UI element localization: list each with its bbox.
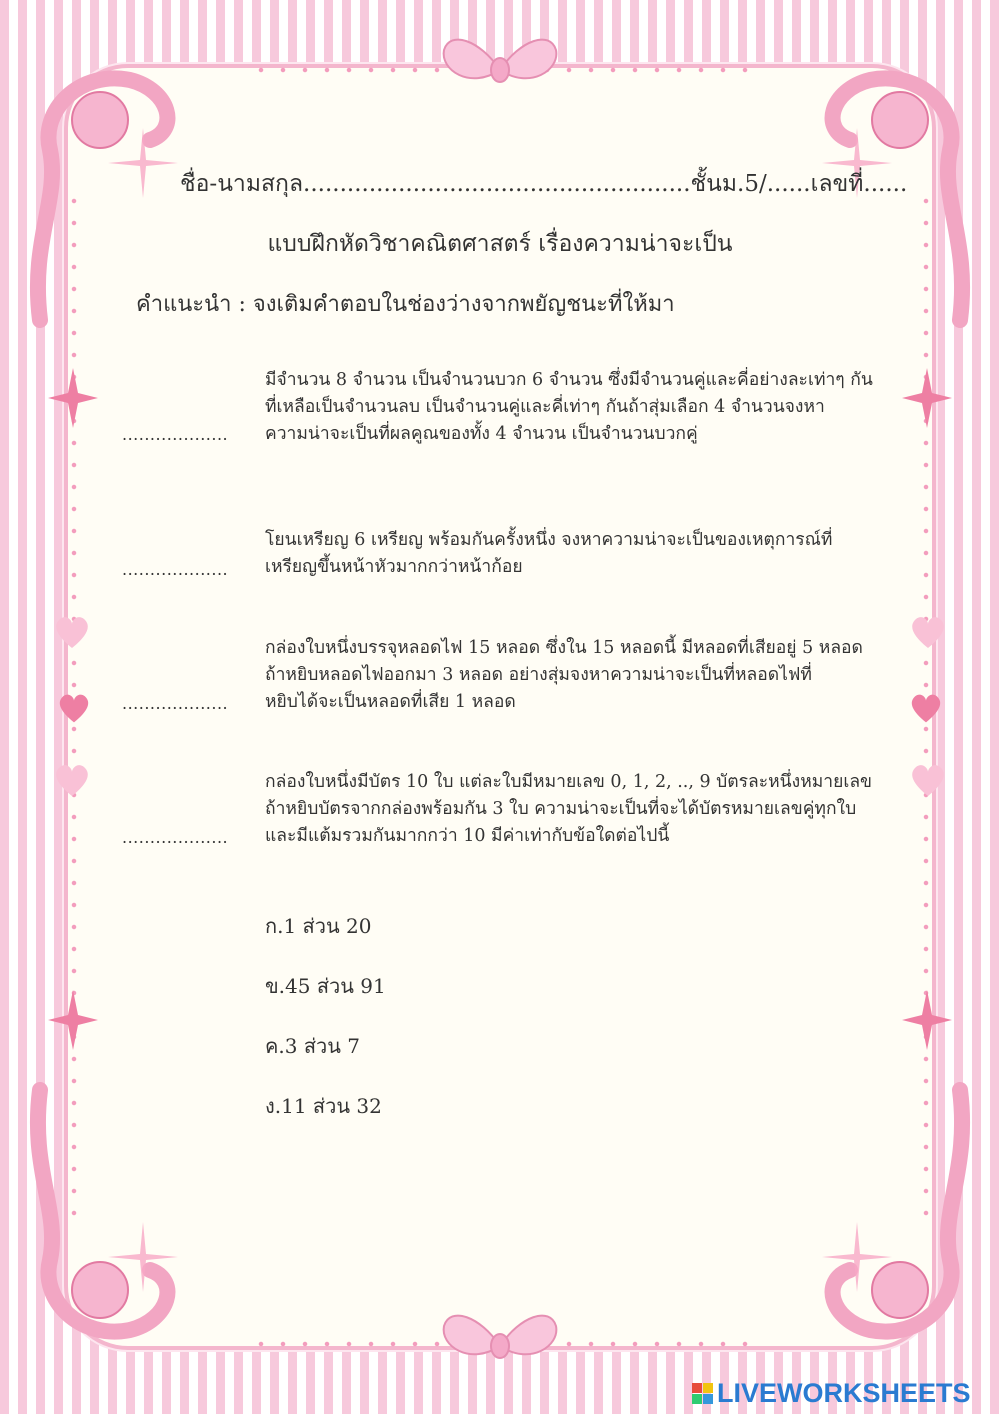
option-b: ข.45 ส่วน 91 [265, 974, 386, 998]
bottom-left-star-icon [108, 1222, 178, 1292]
left-heart-lower-icon [52, 760, 92, 800]
question-line: ความน่าจะเป็นที่ผลคูณของทั้ง 4 จำนวน เป็นจำนวนบวกคู่ [265, 424, 698, 444]
brand-text: LIVEWORKSHEETS [717, 1378, 971, 1408]
worksheet-title: แบบฝึกหัดวิชาคณิตศาสตร์ เรื่องความน่าจะเป็น [267, 231, 733, 257]
liveworksheets-logo [692, 1378, 971, 1409]
left-sparkle-lower-icon [48, 990, 98, 1050]
instruction-text: คำแนะนำ : จงเติมคำตอบในช่องว่างจากพยัญชนะที่ให้มา [136, 292, 675, 317]
question-line: กล่องใบหนึ่งบรรจุหลอดไฟ 15 หลอด ซึ่งใน 15 หลอดนี้ มีหลอดที่เสียอยู่ 5 หลอด [265, 638, 863, 658]
top-bow-icon [440, 30, 560, 110]
bottom-bow-icon [440, 1306, 560, 1386]
question-1 [265, 367, 895, 448]
right-heart-dark-icon [908, 690, 944, 726]
right-heart-lower-icon [908, 760, 948, 800]
question-line: ที่เหลือเป็นจำนวนลบ เป็นจำนวนคู่และคี่เท่าๆ กันถ้าสุ่มเลือก 4 จำนวนจงหา [265, 397, 825, 417]
right-sparkle-icon [902, 368, 952, 428]
answer-blank-2[interactable]: ................... [122, 560, 229, 579]
question-3 [265, 635, 895, 716]
right-sparkle-lower-icon [902, 990, 952, 1050]
question-line: โยนเหรียญ 6 เหรียญ พร้อมกันครั้งหนึ่ง จงหาความน่าจะเป็นของเหตุการณ์ที่ [265, 530, 833, 550]
question-line: หยิบได้จะเป็นหลอดที่เสีย 1 หลอด [265, 692, 516, 712]
question-line: ถ้าหยิบหลอดไฟออกมา 3 หลอด อย่างสุ่มจงหาความน่าจะเป็นที่หลอดไฟที่ [265, 665, 812, 685]
right-heart-icon [908, 612, 948, 652]
bottom-right-star-icon [822, 1222, 892, 1292]
option-c: ค.3 ส่วน 7 [265, 1034, 361, 1058]
left-heart-dark-icon [56, 690, 92, 726]
question-4 [265, 769, 895, 850]
question-line: กล่องใบหนึ่งมีบัตร 10 ใบ แต่ละใบมีหมายเลข 0, 1, 2, .., 9 บัตรละหนึ่งหมายเลข [265, 772, 873, 792]
answer-blank-4[interactable]: ................... [122, 828, 229, 847]
left-heart-icon [52, 612, 92, 652]
student-info-line: ชื่อ-นามสกุล.....................................................ชั้นม.5/......เลขที่...... [180, 171, 908, 197]
question-line: เหรียญขึ้นหน้าหัวมากกว่าหน้าก้อย [265, 557, 523, 577]
brand-logo-icon [692, 1383, 713, 1404]
top-left-star-icon [108, 128, 178, 198]
option-d: ง.11 ส่วน 32 [265, 1094, 382, 1118]
question-2 [265, 527, 895, 581]
answer-blank-3[interactable]: ................... [122, 694, 229, 713]
question-line: ถ้าหยิบบัตรจากกล่องพร้อมกัน 3 ใบ ความน่าจะเป็นที่จะได้บัตรหมายเลขคู่ทุกใบ [265, 799, 857, 819]
answer-blank-1[interactable]: ................... [122, 425, 229, 444]
left-sparkle-icon [48, 368, 98, 428]
question-line: มีจำนวน 8 จำนวน เป็นจำนวนบวก 6 จำนวน ซึ่งมีจำนวนคู่และคี่อย่างละเท่าๆ กัน [265, 370, 873, 390]
question-line: และมีแต้มรวมกันมากกว่า 10 มีค่าเท่ากับข้อใดต่อไปนี้ [265, 826, 670, 846]
bottom-right-ribbon-icon [810, 1070, 980, 1370]
bottom-left-ribbon-icon [20, 1070, 190, 1370]
option-a: ก.1 ส่วน 20 [265, 914, 372, 938]
